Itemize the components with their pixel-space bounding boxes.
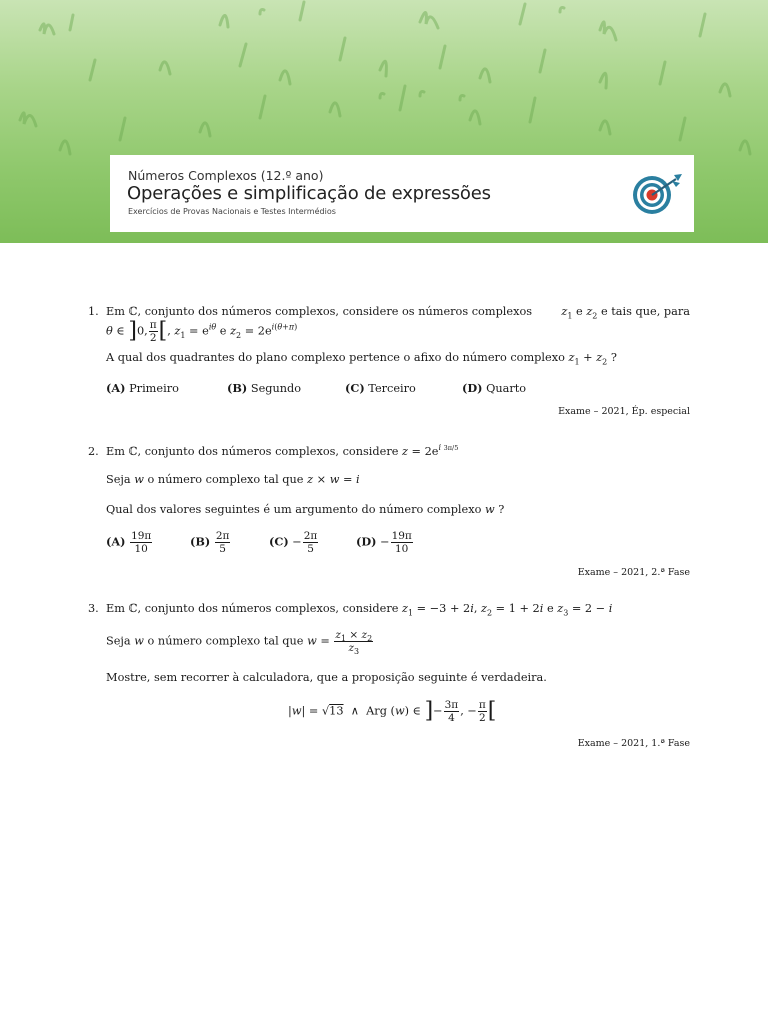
option-a[interactable]: (A) Primeiro — [106, 381, 179, 395]
option-b[interactable]: (B) $\frac{2\pi}{5}$ — [190, 530, 230, 555]
question-statement: Em ℂ, conjunto dos números complexos, considere $z = 2e^{i 3\pi/5}$ — [106, 443, 459, 458]
target-dart-icon — [630, 169, 686, 215]
question-source: Exame – 2021, Ép. especial — [558, 406, 690, 417]
question-number: 3. — [88, 602, 99, 615]
option-d[interactable]: (D) − $\frac{19\pi}{10}$ — [356, 530, 412, 555]
question-prompt: Mostre, sem recorrer à calculadora, que a proposição seguinte é verdadeira. — [106, 671, 547, 684]
page-subtitle: Exercícios de Provas Nacionais e Testes Intermédios — [128, 207, 336, 216]
page-title: Operações e simplificação de expressões — [127, 183, 491, 204]
question-source: Exame – 2021, 2.ª Fase — [577, 567, 690, 578]
question-statement: Em ℂ, conjunto dos números complexos, considere os números complexos $z_1$ e $z_2$ e tais que, para — [106, 305, 690, 321]
question-condition: Seja w o número complexo tal que w = $\frac{z_1 \times z_2}{z_3}$ — [106, 629, 373, 657]
question-statement: Em ℂ, conjunto dos números complexos, considere $z_1 = -3 + 2i$, $z_2 = 1 + 2i$ e $z_3 = 2 - i$ — [106, 602, 613, 618]
option-c[interactable]: (C) − $\frac{2\pi}{5}$ — [269, 530, 318, 555]
question-number: 2. — [88, 445, 99, 458]
option-c[interactable]: (C) Terceiro — [345, 381, 416, 395]
header-banner — [0, 0, 768, 243]
question-2 — [88, 444, 690, 584]
title-box — [110, 155, 694, 232]
question-prompt: A qual dos quadrantes do plano complexo pertence o afixo do número complexo $z_1 + z_2$ ? — [106, 351, 617, 367]
question-source: Exame – 2021, 1.ª Fase — [577, 738, 690, 749]
proposition-formula: |w| = √13 ∧ Arg (w) ∈ ]− $\frac{3\pi}{4}$ , − $\frac{\pi}{2}$ [ — [288, 698, 497, 724]
topic-label: Números Complexos (12.º ano) — [128, 168, 324, 183]
option-d[interactable]: (D) Quarto — [462, 381, 527, 395]
option-a[interactable]: (A) $\frac{19\pi}{10}$ — [106, 530, 152, 555]
question-number: 1. — [88, 305, 99, 318]
question-3 — [88, 601, 690, 761]
question-prompt: Qual dos valores seguintes é um argumento do número complexo w ? — [106, 503, 505, 516]
question-1 — [88, 304, 690, 424]
option-b[interactable]: (B) Segundo — [227, 381, 302, 395]
question-condition: Seja w o número complexo tal que z × w = i — [106, 473, 360, 486]
question-condition: θ ∈ ]0, $\frac{\pi}{2}$ [, $z_1 = e^{i\theta}$ e $z_2 = 2e^{i(\theta+\pi)}$ — [106, 318, 298, 344]
